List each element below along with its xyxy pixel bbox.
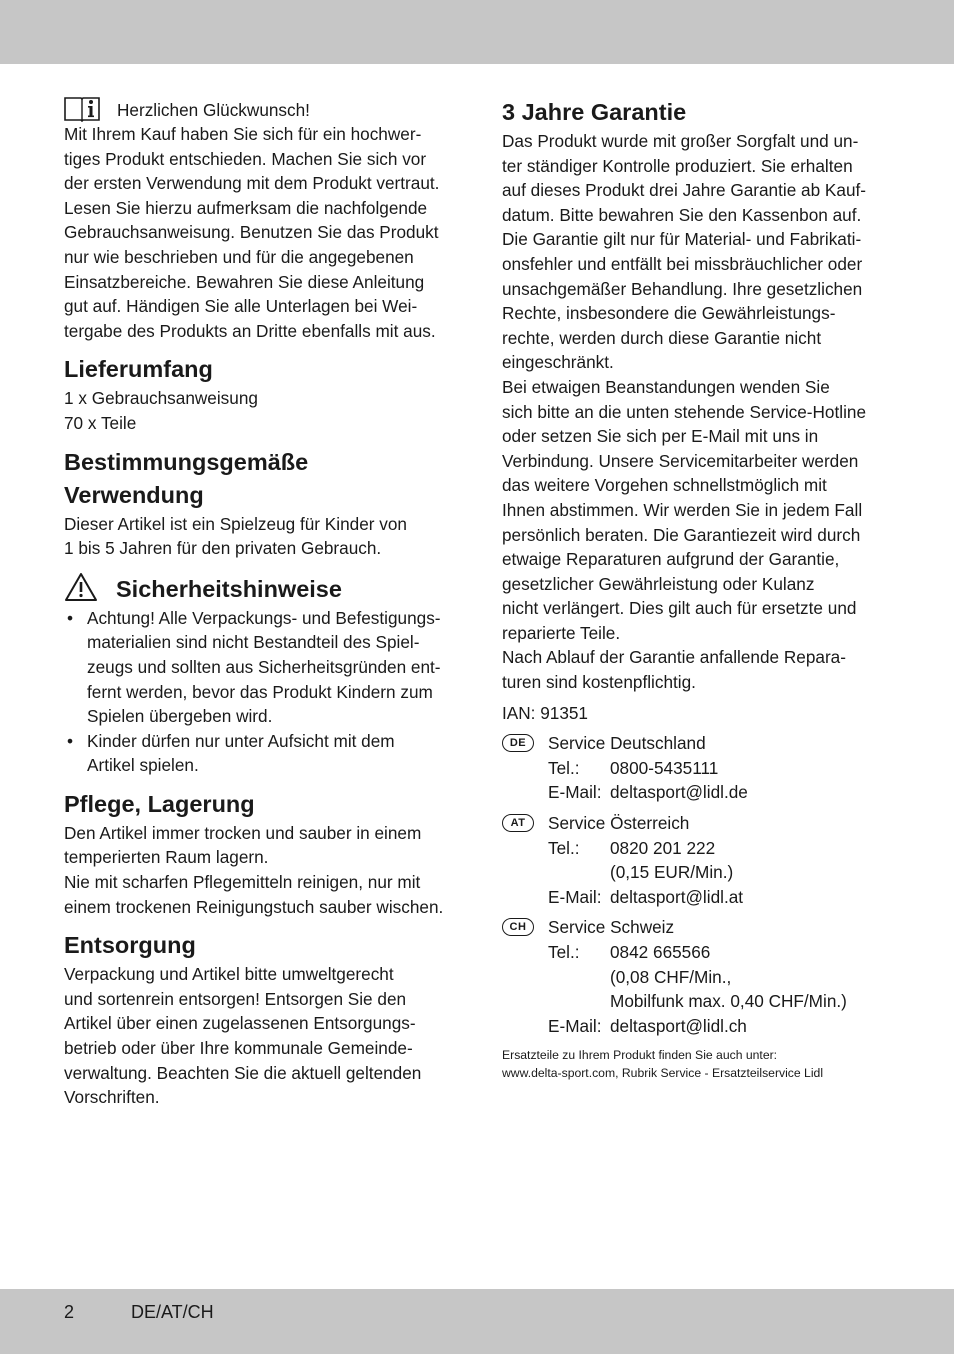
safety-bullet (64, 606, 454, 729)
service-tel-row (548, 836, 894, 861)
spare-parts-note (502, 1046, 894, 1082)
garantie-line: Nach Ablauf der Garantie anfallende Repara- (502, 647, 846, 668)
intro-line: tergabe des Produkts an Dritte ebenfalls mit aus. (64, 320, 436, 341)
service-name: Service Deutschland (548, 733, 706, 754)
pflege-line: einem trockenen Reinigungstuch sauber wischen. (64, 896, 444, 917)
lieferumfang-heading: Lieferumfang (64, 356, 213, 383)
header-bar (0, 0, 954, 64)
lieferumfang-list (64, 386, 454, 435)
service-email-row (548, 780, 894, 805)
garantie-line: etwaige Reparaturen aufgrund der Garantie, (502, 549, 840, 570)
service-tel-row (548, 940, 894, 965)
page-number: 2 (64, 1302, 75, 1322)
pflege-line: Nie mit scharfen Pflegemitteln reinigen, nur mit (64, 872, 421, 893)
pflege-line: Den Artikel immer trocken und sauber in einem (64, 822, 422, 843)
ian-number: IAN: 91351 (502, 702, 588, 723)
sicherheit-heading: Sicherheitshinweise (116, 575, 342, 602)
info-book-icon (64, 96, 100, 122)
garantie-line: persönlich beraten. Die Garantiezeit wird durch (502, 524, 861, 545)
garantie-paragraph (502, 129, 894, 695)
entsorgung-line: Vorschriften. (64, 1087, 160, 1108)
service-details (548, 731, 894, 805)
intro-heading (64, 96, 454, 122)
service-tel-row (548, 989, 894, 1014)
intro-line: tiges Produkt entschieden. Machen Sie sich vor (64, 148, 427, 169)
intro-paragraph (64, 122, 454, 343)
service-tel-row (548, 965, 894, 990)
sicherheit-heading-row (64, 573, 454, 606)
verwendung-line: 1 bis 5 Jahren für den privaten Gebrauch. (64, 538, 382, 559)
garantie-line: Die Garantie gilt nur für Material- und Fabrikati- (502, 229, 862, 250)
service-block-at (502, 811, 894, 909)
garantie-line: gesetzlicher Gewährleistung oder Kulanz (502, 573, 815, 594)
pflege-heading: Pflege, Lagerung (64, 790, 255, 817)
verwendung-paragraph (64, 512, 454, 561)
garantie-line: Verbindung. Unsere Servicemitarbeiter werden (502, 450, 859, 471)
garantie-line: datum. Bitte bewahren Sie den Kassenbon auf. (502, 204, 862, 225)
garantie-line: turen sind kostenpflichtig. (502, 672, 696, 693)
intro-line: der ersten Verwendung mit dem Produkt vertraut. (64, 173, 440, 194)
lieferumfang-item: 1 x Gebrauchsanweisung (64, 388, 258, 409)
garantie-line: ter ständiger Kontrolle produziert. Sie erhalten (502, 155, 853, 176)
garantie-line: auf dieses Produkt drei Jahre Garantie ab Kauf- (502, 180, 867, 201)
safety-bullet-line: • Kinder dürfen nur unter Aufsicht mit dem (87, 730, 395, 751)
garantie-line: Bei etwaigen Beanstandungen wenden Sie (502, 376, 830, 397)
service-details (548, 811, 894, 909)
tel-value: 0820 201 222 (610, 837, 716, 858)
entsorgung-line: Verpackung und Artikel bitte umweltgerecht (64, 964, 394, 985)
warning-triangle-icon (64, 572, 98, 602)
country-code-badge: AT (502, 814, 534, 832)
spare-parts-line: Ersatzteile zu Ihrem Produkt finden Sie auch unter: (502, 1048, 778, 1063)
intro-line: Mit Ihrem Kauf haben Sie sich für ein hochwer- (64, 124, 422, 144)
garantie-line: unsachgemäßer Behandlung. Ihre gesetzlichen (502, 278, 863, 299)
intro-line: gut auf. Händigen Sie alle Unterlagen bei Wei- (64, 296, 418, 317)
garantie-line: onsfehler und entfällt bei missbräuchlicher oder (502, 253, 863, 274)
verwendung-heading-2: Verwendung (64, 481, 204, 508)
garantie-line: eingeschränkt. (502, 352, 614, 373)
service-contacts (502, 731, 894, 1038)
service-email-row (548, 885, 894, 910)
service-email-row (548, 1014, 894, 1039)
tel-label (548, 860, 610, 885)
email-value: deltasport@lidl.de (610, 782, 748, 803)
garantie-line: nicht verlängert. Dies gilt auch für ersetzte und (502, 598, 857, 619)
intro-title: Herzlichen Glückwunsch! (117, 100, 310, 120)
tel-label (548, 989, 610, 1014)
service-block-ch (502, 915, 894, 1038)
garantie-line: Ihnen abstimmen. Wir werden Sie in jedem Fall (502, 499, 863, 520)
country-code-badge: CH (502, 918, 534, 936)
service-tel-row (548, 756, 894, 781)
intro-line: Einsatzbereiche. Bewahren Sie diese Anleitung (64, 271, 425, 292)
email-value: deltasport@lidl.ch (610, 1015, 747, 1036)
tel-value: 0800-5435111 (610, 757, 719, 778)
garantie-line: das weitere Vorgehen schnellstmöglich mit (502, 475, 827, 496)
intro-line: Lesen Sie hierzu aufmerksam die nachfolgende (64, 197, 428, 218)
intro-line: nur wie beschrieben und für die angegebenen (64, 246, 414, 267)
tel-value: (0,15 EUR/Min.) (610, 862, 734, 883)
sicherheit-list (64, 606, 454, 778)
email-value: deltasport@lidl.at (610, 886, 744, 907)
entsorgung-heading: Entsorgung (64, 932, 196, 959)
tel-value: (0,08 CHF/Min., (610, 966, 732, 987)
safety-bullet (64, 729, 454, 778)
entsorgung-line: verwaltung. Beachten Sie die aktuell geltenden (64, 1062, 422, 1083)
service-details (548, 915, 894, 1038)
spare-parts-line: www.delta-sport.com, Rubrik Service - Ersatzteilservice Lidl (502, 1066, 824, 1081)
entsorgung-line: Artikel über einen zugelassenen Entsorgungs- (64, 1013, 416, 1034)
tel-value: 0842 665566 (610, 942, 711, 962)
safety-bullet-line: Artikel spielen. (87, 755, 199, 776)
tel-label: Tel.: (548, 757, 580, 778)
footer-languages: DE/AT/CH (131, 1302, 214, 1322)
pflege-paragraph (64, 821, 454, 919)
pflege-line: temperierten Raum lagern. (64, 847, 269, 868)
safety-bullet-line: fernt werden, bevor das Produkt Kindern zum (87, 681, 433, 702)
safety-bullet-line: zeugs und sollten aus Sicherheitsgründen ent- (87, 656, 441, 677)
tel-label: Tel.: (548, 942, 580, 962)
verwendung-heading-1: Bestimmungsgemäße (64, 448, 309, 475)
service-name: Service Österreich (548, 813, 690, 834)
left-column (64, 96, 454, 1110)
email-label: E-Mail: (548, 1015, 602, 1036)
garantie-heading: 3 Jahre Garantie (502, 99, 687, 125)
right-column (502, 96, 894, 1082)
verwendung-line: Dieser Artikel ist ein Spielzeug für Kinder von (64, 513, 407, 534)
garantie-line: rechte, werden durch diese Garantie nicht (502, 327, 822, 348)
garantie-line: sich bitte an die unten stehende Service-Hotline (502, 401, 867, 422)
country-code-badge: DE (502, 734, 534, 752)
garantie-line: Das Produkt wurde mit großer Sorgfalt und un- (502, 131, 859, 151)
intro-line: Gebrauchsanweisung. Benutzen Sie das Produkt (64, 222, 439, 243)
email-label: E-Mail: (548, 886, 602, 907)
entsorgung-line: betrieb oder über Ihre kommunale Gemeinde- (64, 1038, 413, 1059)
tel-value: Mobilfunk max. 0,40 CHF/Min.) (610, 991, 847, 1012)
safety-bullet-line: Spielen übergeben wird. (87, 706, 273, 727)
safety-bullet-line: • Achtung! Alle Verpackungs- und Befestigungs- (87, 607, 441, 628)
service-tel-row (548, 860, 894, 885)
email-label: E-Mail: (548, 782, 602, 803)
garantie-line: Rechte, insbesondere die Gewährleistungs- (502, 303, 836, 324)
lieferumfang-item: 70 x Teile (64, 412, 137, 433)
service-block-de (502, 731, 894, 805)
safety-bullet-line: materialien sind nicht Bestandteil des Spiel- (87, 632, 420, 653)
tel-label: Tel.: (548, 837, 580, 858)
tel-label (548, 965, 610, 990)
entsorgung-paragraph (64, 962, 454, 1110)
garantie-line: reparierte Teile. (502, 622, 621, 643)
service-name: Service Schweiz (548, 917, 675, 938)
entsorgung-line: und sortenrein entsorgen! Entsorgen Sie den (64, 988, 407, 1009)
garantie-line: oder setzen Sie sich per E-Mail mit uns in (502, 426, 819, 447)
